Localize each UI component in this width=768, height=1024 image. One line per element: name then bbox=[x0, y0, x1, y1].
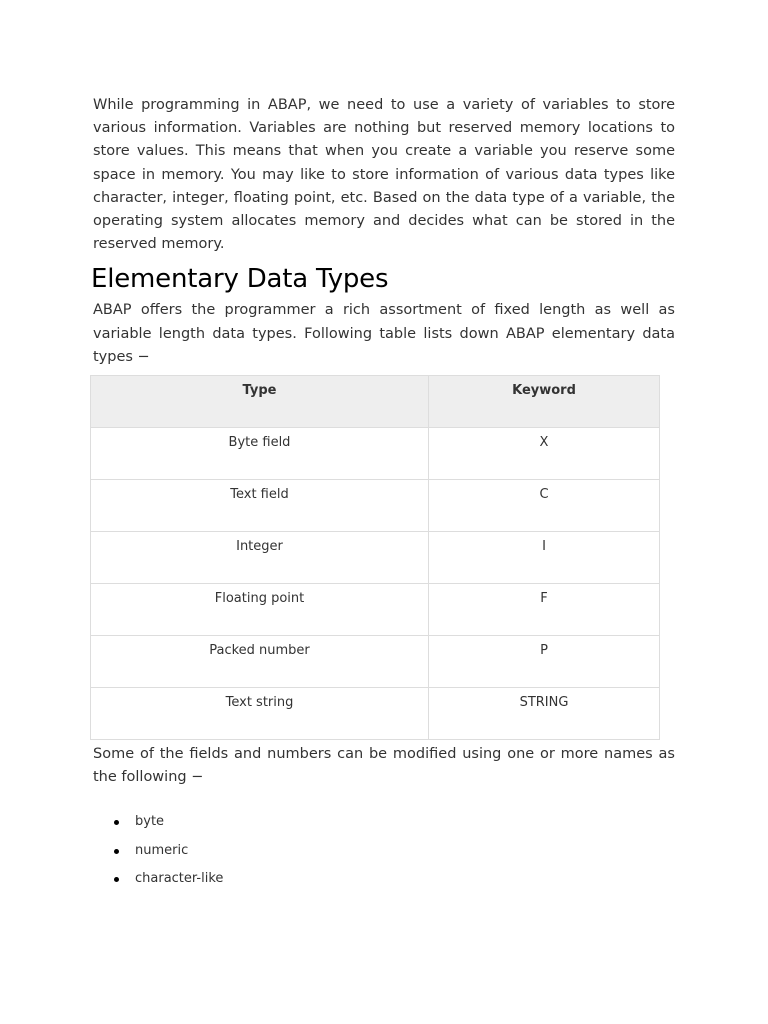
list-item: byte bbox=[135, 808, 675, 837]
intro-paragraph: While programming in ABAP, we need to use a variety of variables to store various information. Variables are nothing but reserved memory locations to store values. This means that when you create a variable you reserve some space in memory. You may like to store information of various data types like character, integer, floating point, etc. Based on the data type of a variable, the operating system allocates memory and decides what can be stored in the reserved memory. bbox=[93, 97, 675, 253]
header-type: Type bbox=[91, 376, 429, 428]
section-heading: Elementary Data Types bbox=[91, 264, 389, 295]
cell-keyword: STRING bbox=[429, 688, 660, 740]
cell-type: Byte field bbox=[91, 428, 429, 480]
list-intro-paragraph: Some of the fields and numbers can be modified using one or more names as the following − bbox=[93, 746, 675, 786]
data-types-table bbox=[90, 375, 660, 740]
list-item: character-like bbox=[135, 865, 675, 894]
table-row bbox=[91, 532, 660, 584]
table-row bbox=[91, 584, 660, 636]
list-item: numeric bbox=[135, 837, 675, 866]
cell-type: Floating point bbox=[91, 584, 429, 636]
cell-keyword: X bbox=[429, 428, 660, 480]
table-row bbox=[91, 428, 660, 480]
table-row bbox=[91, 688, 660, 740]
cell-type: Integer bbox=[91, 532, 429, 584]
header-keyword: Keyword bbox=[429, 376, 660, 428]
table-row bbox=[91, 480, 660, 532]
cell-type: Packed number bbox=[91, 636, 429, 688]
cell-keyword: C bbox=[429, 480, 660, 532]
modifier-list bbox=[93, 808, 675, 894]
cell-keyword: P bbox=[429, 636, 660, 688]
cell-keyword: I bbox=[429, 532, 660, 584]
table-header-row bbox=[91, 376, 660, 428]
article-content bbox=[93, 94, 675, 894]
cell-type: Text field bbox=[91, 480, 429, 532]
table-intro-paragraph: ABAP offers the programmer a rich assortment of fixed length as well as variable length data types. Following table lists down ABAP elementary data types − bbox=[93, 302, 675, 365]
cell-keyword: F bbox=[429, 584, 660, 636]
table-row bbox=[91, 636, 660, 688]
cell-type: Text string bbox=[91, 688, 429, 740]
